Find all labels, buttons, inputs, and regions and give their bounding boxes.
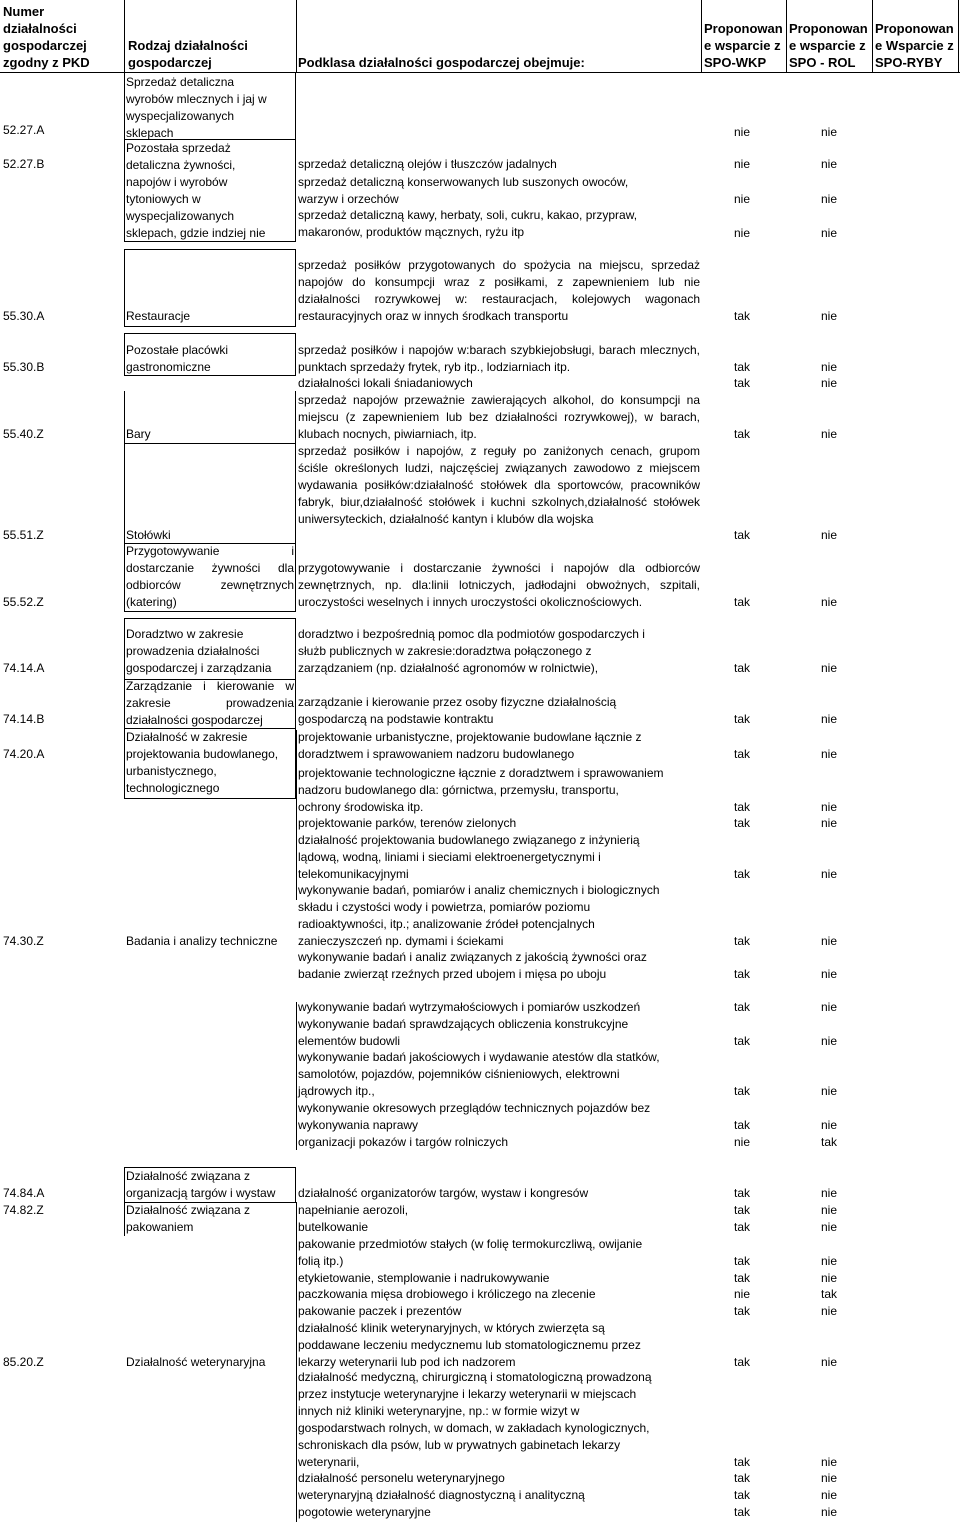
spo-wkp-value: tak (734, 1455, 751, 1469)
pkd-code: 85.20.Z (3, 1355, 44, 1369)
spo-wkp-value: nie (734, 226, 751, 240)
spo-wkp-value: tak (734, 1203, 751, 1217)
spo-wkp-value: tak (734, 712, 751, 726)
activity-name: Sprzedaż detaliczna wyrobów mlecznych i jaj w wyspecjalizowanych sklepach (126, 75, 267, 140)
activity-name: Przygotowywanie i dostarczanie żywności dla odbiorców zewnętrznych (katering) (126, 544, 294, 609)
pkd-code: 74.14.B (3, 712, 45, 726)
spo-rol-value: nie (821, 1455, 838, 1469)
spo-rol-value: nie (821, 157, 838, 171)
header-divider (296, 0, 297, 72)
activity-name: Pozostała sprzedaż detaliczna żywności, napojów i wyrobów tytoniowych w wyspecjalizowanych sklepach, gdzie indziej nie (126, 141, 266, 240)
subclass-description: sprzedaż detaliczną olejów i tłuszczów jadalnych (298, 157, 557, 171)
subclass-description: wykonywanie badań jakościowych i wydawanie atestów dla statków, samolotów, pojazdów, pojemników ciśnieniowych, elektrowni jądrowych itp., (298, 1050, 660, 1098)
subclass-description: działalność medyczną, chirurgiczną i stomatologiczną prowadzoną przez instytucje weterynaryjne i lekarzy weterynarii w miejscach innych niż kliniki weterynaryjne, np.: w formie wizyt w gospodarstwach rolnych, w domach, w zakładach kynologicznych, schroniskach dla psów, lub w prywatnych gabinetach lekarzy weterynarii, (298, 1370, 652, 1469)
pkd-code: 74.82.Z (3, 1203, 44, 1217)
spo-wkp-value: tak (734, 309, 751, 323)
spo-wkp-value: tak (734, 816, 751, 830)
spo-wkp-value: tak (734, 427, 751, 441)
subclass-description: działalności lokali śniadaniowych (298, 376, 473, 390)
spo-rol-value: nie (821, 376, 838, 390)
spo-rol-value: nie (821, 528, 838, 542)
header-divider (124, 0, 125, 72)
subclass-description: projektowanie parków, terenów zielonych (298, 816, 517, 830)
spo-rol-value: nie (821, 967, 838, 981)
spo-rol-value: nie (821, 1488, 838, 1502)
spo-wkp-value: tak (734, 1220, 751, 1234)
spo-wkp-value: tak (734, 747, 751, 761)
subclass-description: sprzedaż posiłków i napojów, z reguły po zaniżonych cenach, grupom ściśle określonych ludzi, najczęściej związanych zawodowo z miejscem wydawania posiłków:działalność stołówek dla sportowców, pracowników fabryk, biur,działalność stołówek i kuchni szkolnych,działalność stołówek uniwersyteckich, działalność kantyn i klubów dla wojska (298, 444, 700, 526)
subclass-description: pakowanie przedmiotów stałych (w folię termokurczliwą, owijanie folią itp.) (298, 1237, 643, 1268)
pkd-code: 74.14.A (3, 661, 45, 675)
spo-wkp-value: tak (734, 1471, 751, 1485)
spo-rol-value: nie (821, 1304, 838, 1318)
pkd-code: 74.30.Z (3, 934, 44, 948)
spo-rol-value: nie (821, 816, 838, 830)
spo-rol-value: nie (821, 1186, 838, 1200)
spo-wkp-value: tak (734, 1254, 751, 1268)
spo-rol-value: nie (821, 661, 838, 675)
header-divider (701, 0, 702, 72)
subclass-description: sprzedaż detaliczną konserwowanych lub suszonych owoców, warzyw i orzechów (298, 175, 629, 206)
subclass-description: wykonywanie okresowych przeglądów technicznych pojazdów bez wykonywania naprawy (298, 1101, 651, 1132)
spo-wkp-value: tak (734, 1304, 751, 1318)
subclass-description: działalność personelu weterynaryjnego (298, 1471, 505, 1485)
header-divider (786, 0, 787, 72)
spo-wkp-value: tak (734, 595, 751, 609)
activity-name: Doradztwo w zakresie prowadzenia działalności gospodarczej i zarządzania (126, 627, 272, 675)
subclass-description: przygotowywanie i dostarczanie żywności i napojów dla odbiorców zewnętrznych, np. dla:linii lotniczych, jadłodajni obwożnych, szpitali, uroczystości weselnych i innych uroczystości okolicznościowych. (298, 561, 700, 609)
spo-rol-value: nie (821, 1271, 838, 1285)
spo-wkp-value: tak (734, 1118, 751, 1132)
subclass-description: działalność projektowania budowlanego związanego z inżynierią lądową, wodną, liniami i sieciami elektroenergetycznymi i telekomunikacyjnymi (298, 833, 640, 881)
header-spo-wkp: Proponowan e wsparcie z SPO-WKP (704, 21, 783, 70)
spo-rol-value: nie (821, 1254, 838, 1268)
spo-wkp-value: nie (734, 1135, 751, 1149)
activity-name: Działalność związana z organizacją targów i wystaw (126, 1169, 276, 1200)
spo-wkp-value: tak (734, 528, 751, 542)
spo-wkp-value: tak (734, 800, 751, 814)
spo-rol-value: nie (821, 1220, 838, 1234)
subclass-description: organizacji pokazów i targów rolniczych (298, 1135, 509, 1149)
subclass-description: wykonywanie badań wytrzymałościowych i pomiarów uszkodzeń (298, 1000, 641, 1014)
spo-wkp-value: tak (734, 1084, 751, 1098)
header-spo-ryby: Proponowan e Wsparcie z SPO-RYBY (875, 21, 954, 70)
cell-border (296, 1202, 297, 1522)
spo-rol-value: nie (821, 1471, 838, 1485)
subclass-description: sprzedaż napojów przeważnie zawierających alkohol, do konsumpcji na miejscu (z zapewnieniem lub bez działalności rozrywkowej), w barach, klubach nocnych, piwiarniach, itp. (298, 393, 700, 441)
pkd-code: 74.84.A (3, 1186, 45, 1200)
pkd-code: 52.27.B (3, 157, 45, 171)
pkd-code: 55.40.Z (3, 427, 44, 441)
header-activity-type: Rodzaj działalności gospodarczej (128, 38, 248, 70)
spo-wkp-value: tak (734, 867, 751, 881)
subclass-description: projektowanie technologiczne łącznie z doradztwem i sprawowaniem nadzoru budowlanego dla: górnictwa, przemysłu, transportu, ochrony środowiska itp. (298, 766, 664, 814)
subclass-description: projektowanie urbanistyczne, projektowanie budowlane łącznie z doradztwem i sprawowaniem nadzoru budowlanego (298, 730, 642, 761)
spo-rol-value: nie (821, 309, 838, 323)
cell-border (296, 730, 297, 900)
subclass-description: wykonywanie badań i analiz związanych z jakością żywności oraz badanie zwierząt rzeźnych przed ubojem i mięsa po uboju (298, 950, 647, 981)
activity-name: Restauracje (126, 309, 191, 323)
spo-rol-value: tak (821, 1135, 838, 1149)
spo-wkp-value: nie (734, 125, 751, 139)
activity-name: Bary (126, 427, 151, 441)
activity-name: Pozostałe placówki gastronomiczne (126, 343, 229, 374)
subclass-description: paczkowania mięsa drobiowego i króliczego na zlecenie (298, 1287, 596, 1301)
pkd-code: 55.30.A (3, 309, 45, 323)
subclass-description: etykietowanie, stemplowanie i nadrukowywanie (298, 1271, 550, 1285)
spo-rol-value: nie (821, 1084, 838, 1098)
spo-wkp-value: nie (734, 1287, 751, 1301)
spo-rol-value: nie (821, 800, 838, 814)
spo-wkp-value: tak (734, 967, 751, 981)
table-header (0, 0, 960, 73)
spo-wkp-value: tak (734, 376, 751, 390)
activity-name: Działalność w zakresie projektowania budowlanego, urbanistycznego, technologicznego (126, 730, 279, 795)
activity-name: Badania i analizy techniczne (126, 934, 278, 948)
header-spo-rol: Proponowan e wsparcie z SPO - ROL (789, 21, 868, 70)
spo-wkp-value: tak (734, 661, 751, 675)
spo-rol-value: nie (821, 226, 838, 240)
spo-wkp-value: tak (734, 1034, 751, 1048)
spo-wkp-value: tak (734, 1000, 751, 1014)
subclass-description: wykonywanie badań, pomiarów i analiz chemicznych i biologicznych składu i czystości wody i powietrza, pomiarów poziomu radioaktywności, itp.; analizowanie źródeł potencjalnych zanieczyszczeń np. dymami i ściekami (298, 883, 660, 948)
subclass-description: wykonywanie badań sprawdzających obliczenia konstrukcyjne elementów budowli (298, 1017, 629, 1048)
spo-rol-value: nie (821, 1034, 838, 1048)
spo-wkp-value: tak (734, 934, 751, 948)
subclass-description: weterynaryjną działalność diagnostyczną i analityczną (298, 1488, 585, 1502)
header-divider (958, 0, 959, 72)
spo-wkp-value: nie (734, 192, 751, 206)
subclass-description: napełnianie aerozoli, (298, 1203, 409, 1217)
spo-rol-value: nie (821, 192, 838, 206)
spo-rol-value: nie (821, 1118, 838, 1132)
subclass-description: działalność organizatorów targów, wystaw i kongresów (298, 1186, 589, 1200)
subclass-description: sprzedaż posiłków przygotowanych do spożycia na miejscu, sprzedaż napojów do konsumpcji wraz z posiłkami, z zapewnieniem lub nie działalności rozrywkowej w: restauracjach, kolejowych wagonach restauracyjnych oraz w innych środkach transportu (298, 258, 700, 323)
activity-name: Działalność weterynaryjna (126, 1355, 266, 1369)
spo-rol-value: nie (821, 427, 838, 441)
pkd-code: 52.27.A (3, 123, 45, 137)
cell-border (296, 1002, 297, 1150)
spo-rol-value: nie (821, 1203, 838, 1217)
subclass-description: pakowanie paczek i prezentów (298, 1304, 462, 1318)
spo-rol-value: nie (821, 1505, 838, 1519)
subclass-description: pogotowie weterynaryjne (298, 1505, 431, 1519)
pkd-code: 74.20.A (3, 747, 45, 761)
pkd-code: 55.51.Z (3, 528, 44, 542)
spo-wkp-value: tak (734, 1355, 751, 1369)
header-divider (872, 0, 873, 72)
subclass-description: zarządzanie i kierowanie przez osoby fizyczne działalnością gospodarczą na podstawie kontraktu (298, 695, 617, 726)
spo-rol-value: nie (821, 360, 838, 374)
spo-rol-value: nie (821, 595, 838, 609)
spo-rol-value: nie (821, 934, 838, 948)
spo-wkp-value: tak (734, 1488, 751, 1502)
pkd-code: 55.30.B (3, 360, 45, 374)
cell-border (124, 1202, 125, 1236)
spo-wkp-value: tak (734, 1186, 751, 1200)
subclass-description: sprzedaż posiłków i napojów w:barach szybkiejobsługi, barach mlecznych, punktach sprzedaży frytek, ryb itp., lodziarniach itp. (298, 343, 700, 374)
spo-rol-value: nie (821, 747, 838, 761)
spo-wkp-value: tak (734, 360, 751, 374)
header-subclass: Podklasa działalności gospodarczej obejmuje: (298, 55, 585, 70)
header-pkd-number: Numer działalności gospodarczej zgodny z PKD (3, 4, 90, 70)
activity-name: Działalność związana z pakowaniem (126, 1203, 251, 1234)
spo-rol-value: nie (821, 712, 838, 726)
activity-name: Stołówki (126, 528, 171, 542)
spo-rol-value: nie (821, 125, 838, 139)
subclass-description: butelkowanie (298, 1220, 369, 1234)
subclass-description: sprzedaż detaliczną kawy, herbaty, soli, cukru, kakao, przypraw, makaronów, produktów mącznych, ryżu itp (298, 208, 638, 239)
spo-wkp-value: tak (734, 1505, 751, 1519)
activity-name: Zarządzanie i kierowanie w zakresie prowadzenia działalności gospodarczej (126, 679, 294, 727)
spo-wkp-value: nie (734, 157, 751, 171)
spo-wkp-value: tak (734, 1271, 751, 1285)
pkd-code: 55.52.Z (3, 595, 44, 609)
subclass-description: działalność klinik weterynaryjnych, w których zwierzęta są poddawane leczeniu medycznemu lub stomatologicznemu przez lekarzy weterynarii lub pod ich nadzorem (298, 1321, 641, 1369)
spo-rol-value: nie (821, 1355, 838, 1369)
spo-rol-value: nie (821, 1000, 838, 1014)
subclass-description: doradztwo i bezpośrednią pomoc dla podmiotów gospodarczych i służb publicznych w zakresie:doradztwa połączonego z zarządzaniem (np. działalność agronomów w rolnictwie), (298, 627, 645, 675)
spo-rol-value: tak (821, 1287, 838, 1301)
spo-rol-value: nie (821, 867, 838, 881)
